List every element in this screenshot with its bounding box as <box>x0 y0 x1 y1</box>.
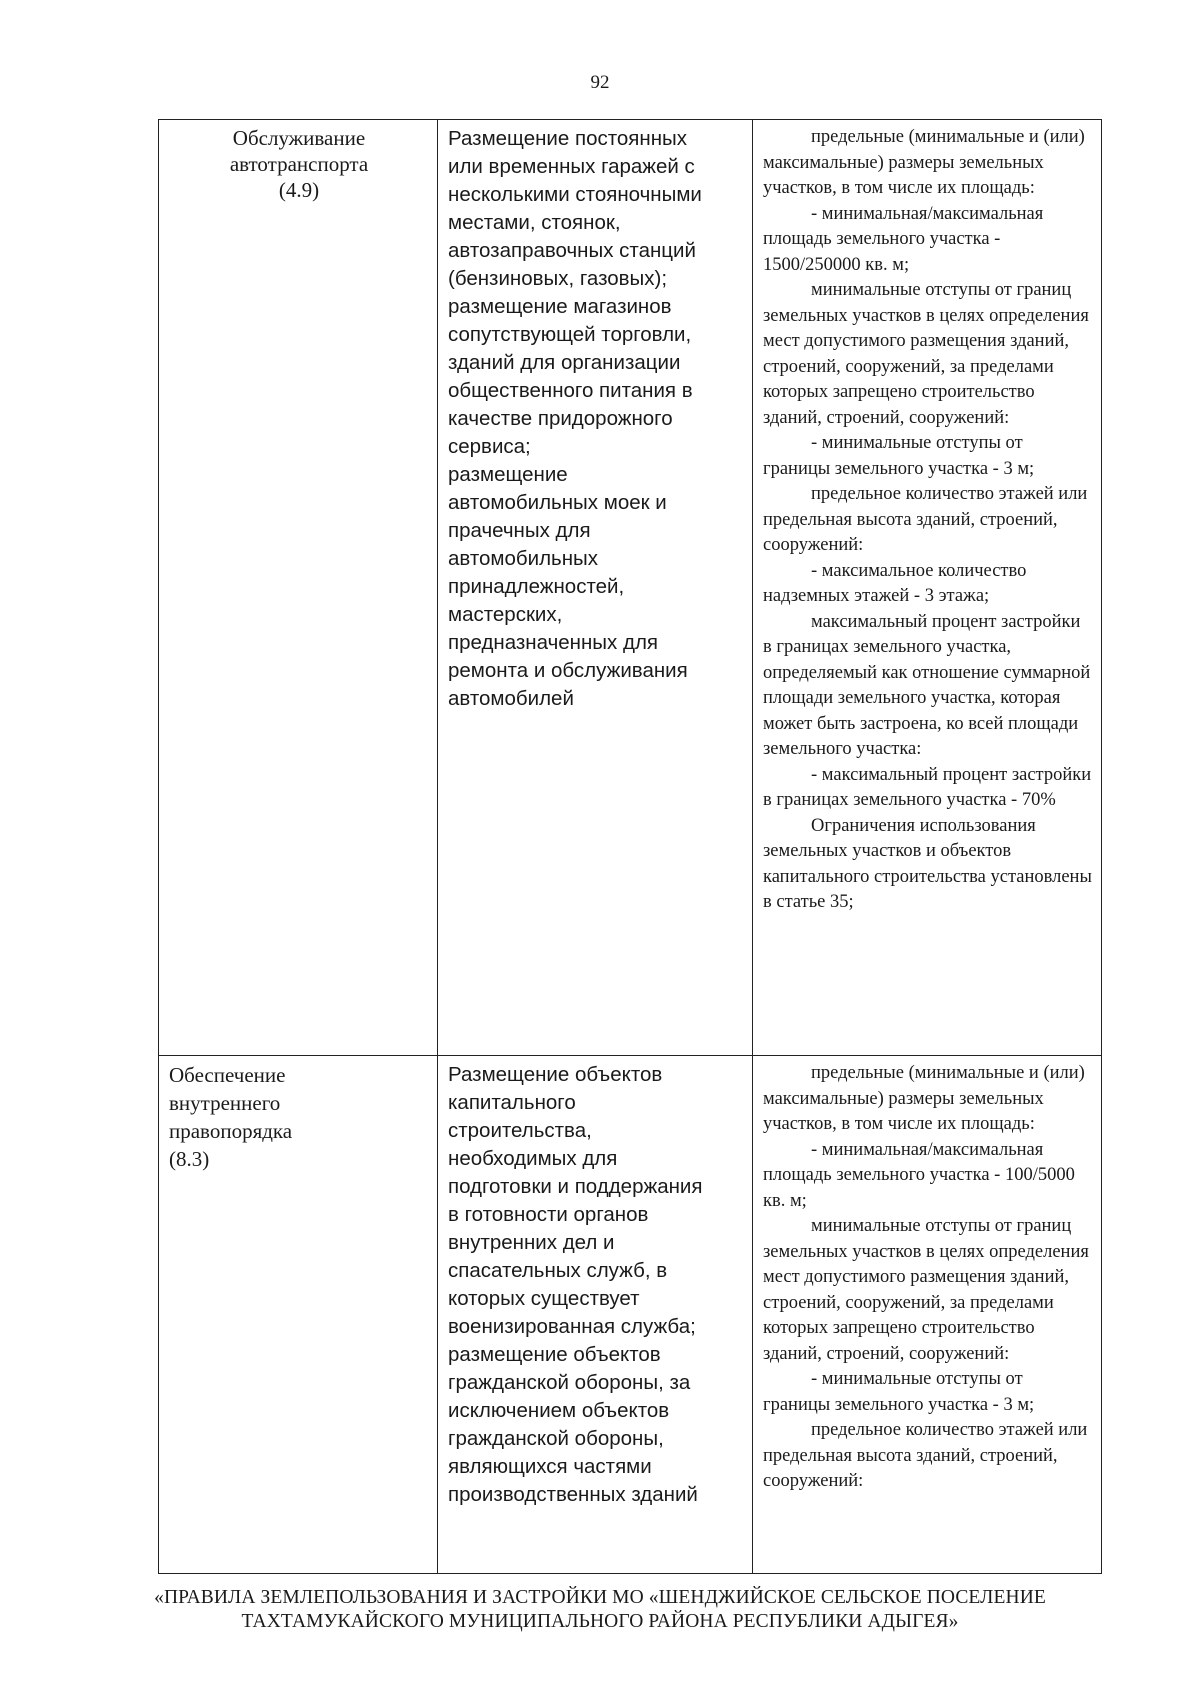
parameter-heading: предельное количество этажей или предельная высота зданий, строений, сооружений: <box>763 1420 1088 1491</box>
page-number: 92 <box>590 72 610 93</box>
description-line: строительства, <box>448 1119 592 1142</box>
description-line: размещение магазинов <box>448 295 672 318</box>
description-line: в готовности органов <box>448 1203 649 1226</box>
use-type-description-cell <box>438 120 753 1056</box>
parameters-cell <box>753 120 1102 1056</box>
description-line: гражданской обороны, за <box>448 1371 691 1394</box>
description-line: автомобильных моек и <box>448 491 667 514</box>
description-line: зданий для организации <box>448 351 681 374</box>
description-line: спасательных служб, в <box>448 1259 668 1282</box>
description-line: (бензиновых, газовых); <box>448 267 668 290</box>
footer-line: ТАХТАМУКАЙСКОГО МУНИЦИПАЛЬНОГО РАЙОНА РЕСПУБЛИКИ АДЫГЕЯ» <box>241 1611 959 1632</box>
description-line: необходимых для <box>448 1147 618 1170</box>
parameter-heading: предельные (минимальные и (или) максимальные) размеры земельных участков, в том числе их площадь: <box>763 127 1085 198</box>
name-line: правопорядка <box>169 1119 293 1143</box>
parameters-cell <box>753 1056 1102 1574</box>
description-line: Размещение постоянных <box>448 127 688 150</box>
use-type-name-cell <box>159 120 438 1056</box>
description-line: ремонта и обслуживания <box>448 659 688 682</box>
parameter-heading: минимальные отступы от границ земельных участков в целях определения мест допустимого размещения зданий, строений, сооружений, за пределами которых запрещено строительство зданий, строений, сооружений: <box>763 1216 1089 1364</box>
description-line: прачечных для <box>448 519 591 542</box>
description-line: производственных зданий <box>448 1483 698 1506</box>
description-line: подготовки и поддержания <box>448 1175 703 1198</box>
description-line: местами, стоянок, <box>448 211 621 234</box>
description-line: Размещение объектов <box>448 1063 663 1086</box>
use-type-name-cell <box>159 1056 438 1574</box>
description-line: военизированная служба; <box>448 1315 696 1338</box>
description-line: капитального <box>448 1091 576 1114</box>
table-row <box>159 120 1102 1056</box>
description-line: внутренних дел и <box>448 1231 615 1254</box>
description-line: качестве придорожного <box>448 407 673 430</box>
description-line: мастерских, <box>448 603 563 626</box>
name-line: (4.9) <box>278 178 320 202</box>
description-line: принадлежностей, <box>448 575 625 598</box>
parameter-heading: предельное количество этажей или предельная высота зданий, строений, сооружений: <box>763 484 1088 555</box>
parameter-value-item: - минимальная/максимальная площадь земельного участка - 1500/250000 кв. м; <box>763 203 1044 275</box>
footer-line: «ПРАВИЛА ЗЕМЛЕПОЛЬЗОВАНИЯ И ЗАСТРОЙКИ МО «ШЕНДЖИЙСКОЕ СЕЛЬСКОЕ ПОСЕЛЕНИЕ <box>154 1587 1046 1608</box>
parameter-heading: предельные (минимальные и (или) максимальные) размеры земельных участков, в том числе их площадь: <box>763 1063 1085 1134</box>
description-line: размещение объектов <box>448 1343 661 1366</box>
description-line: исключением объектов <box>448 1399 670 1422</box>
parameter-heading: минимальные отступы от границ земельных участков в целях определения мест допустимого размещения зданий, строений, сооружений, за пределами которых запрещено строительство зданий, строений, сооружений: <box>763 280 1089 428</box>
name-line: (8.3) <box>169 1147 210 1171</box>
land-use-table <box>158 119 1102 1574</box>
description-line: сервиса; <box>448 435 531 458</box>
name-line: Обслуживание <box>232 126 366 150</box>
description-line: общественного питания в <box>448 379 693 402</box>
description-line: несколькими стояночными <box>448 183 702 206</box>
parameter-heading: максимальный процент застройки в границах земельного участка, определяемый как отношение суммарной площади земельного участка, которая может быть застроена, ко всей площади земельного участка: <box>763 611 1091 759</box>
description-line: автомобильных <box>448 547 599 570</box>
parameter-heading: Ограничения использования земельных участков и объектов капитального строительства установлены в статье 35; <box>763 815 1092 912</box>
name-line: автотранспорта <box>229 152 369 176</box>
parameter-value-item: - минимальные отступы от границы земельного участка - 3 м; <box>763 433 1035 479</box>
parameter-value-item: - максимальный процент застройки в границах земельного участка - 70% <box>763 764 1092 810</box>
use-type-description-cell <box>438 1056 753 1574</box>
table-row <box>159 1056 1102 1574</box>
description-line: размещение <box>448 463 568 486</box>
parameter-value-item: - минимальная/максимальная площадь земельного участка - 100/5000 кв. м; <box>763 1139 1075 1211</box>
description-line: предназначенных для <box>448 631 659 654</box>
description-line: которых существует <box>448 1287 640 1310</box>
description-line: являющихся частями <box>448 1455 652 1478</box>
description-line: автомобилей <box>448 687 574 710</box>
document-footer <box>0 1586 1200 1634</box>
name-line: Обеспечение <box>169 1063 286 1087</box>
description-line: автозаправочных станций <box>448 239 696 262</box>
parameter-value-item: - минимальные отступы от границы земельного участка - 3 м; <box>763 1369 1035 1415</box>
description-line: сопутствующей торговли, <box>448 323 692 346</box>
name-line: внутреннего <box>169 1091 281 1115</box>
description-line: или временных гаражей с <box>448 155 695 178</box>
parameter-value-item: - максимальное количество надземных этажей - 3 этажа; <box>763 560 1027 606</box>
description-line: гражданской обороны, <box>448 1427 664 1450</box>
